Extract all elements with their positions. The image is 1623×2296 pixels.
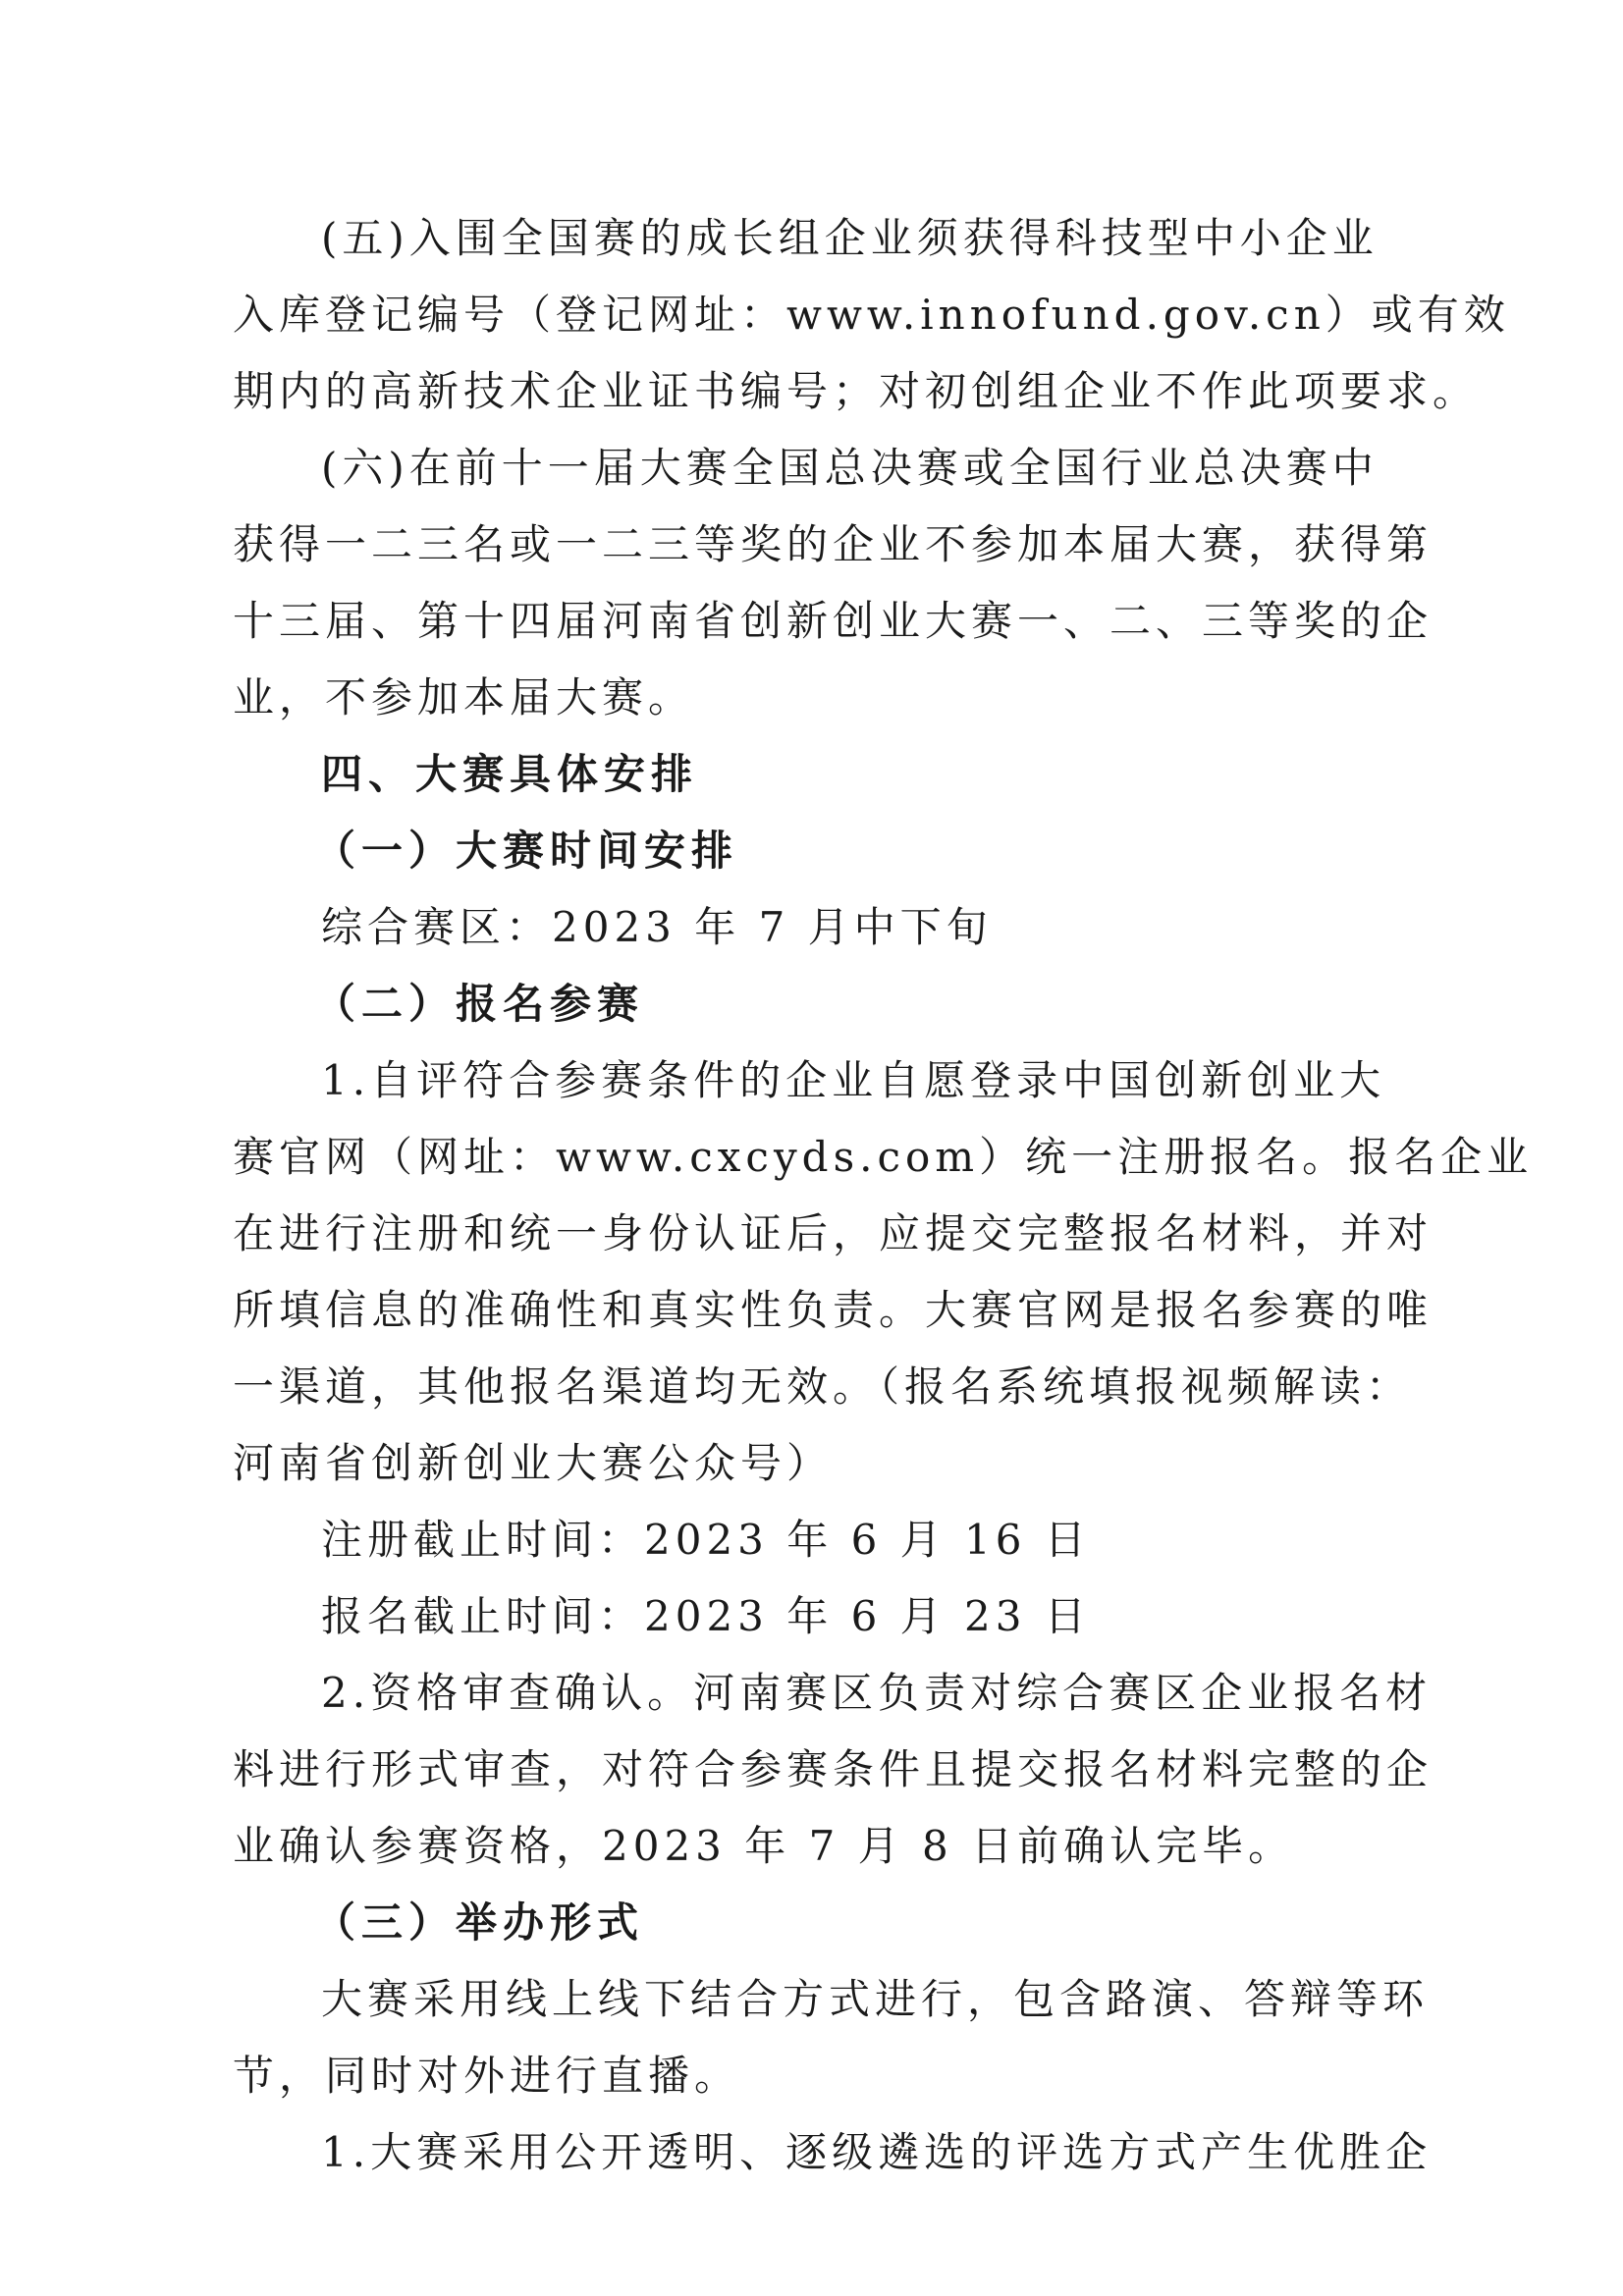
- text-line: 期内的高新技术企业证书编号；对初创组企业不作此项要求。: [233, 367, 1480, 415]
- heading-text: （三）举办形式: [314, 1898, 645, 1947]
- paragraph-line: [0, 1044, 1623, 1117]
- text-line: 业，不参加本届大赛。: [233, 673, 695, 721]
- paragraph-line: [0, 662, 1623, 734]
- text-line: 2.资格审查确认。河南赛区负责对综合赛区企业报名材: [321, 1669, 1433, 1717]
- text-line: 在进行注册和统一身份认证后，应提交完整报名材料，并对: [233, 1209, 1434, 1257]
- section-heading: [0, 738, 1623, 811]
- paragraph-line: [0, 1427, 1623, 1500]
- paragraph-line: [0, 1580, 1623, 1653]
- text-line: 赛官网（网址：www.cxcyds.com）统一注册报名。报名企业: [233, 1133, 1534, 1181]
- paragraph-line: [0, 1198, 1623, 1270]
- paragraph-line: [0, 1657, 1623, 1730]
- text-line: 入库登记编号（登记网址：www.innofund.gov.cn）或有效: [233, 291, 1510, 339]
- text-line: 1.大赛采用公开透明、逐级遴选的评选方式产生优胜企: [321, 2128, 1433, 2176]
- text-line: 大赛采用线上线下结合方式进行，包含路演、答辩等环: [321, 1975, 1430, 2023]
- text-line: 一渠道，其他报名渠道均无效。（报名系统填报视频解读：: [233, 1362, 1413, 1411]
- text-line: 料进行形式审查，对符合参赛条件且提交报名材料完整的企: [233, 1745, 1434, 1793]
- paragraph-line: [0, 202, 1623, 275]
- text-line: 获得一二三名或一二三等奖的企业不参加本届大赛，获得第: [233, 520, 1434, 568]
- paragraph-line: [0, 1274, 1623, 1347]
- paragraph-line: [0, 1810, 1623, 1883]
- text-line: 注册截止时间：2023 年 6 月 16 日: [321, 1516, 1091, 1564]
- subsection-heading: [0, 1887, 1623, 1959]
- text-line: (六)在前十一届大赛全国总决赛或全国行业总决赛中: [321, 444, 1379, 492]
- paragraph-line: [0, 1351, 1623, 1423]
- paragraph-line: [0, 1963, 1623, 2036]
- text-line: 业确认参赛资格，2023 年 7 月 8 日前确认完毕。: [233, 1822, 1295, 1870]
- paragraph-line: [0, 2040, 1623, 2112]
- text-line: 报名截止时间：2023 年 6 月 23 日: [321, 1592, 1091, 1640]
- paragraph-line: [0, 1121, 1623, 1194]
- text-line: 综合赛区：2023 年 7 月中下旬: [321, 903, 993, 951]
- text-line: 十三届、第十四届河南省创新创业大赛一、二、三等奖的企: [233, 597, 1434, 645]
- paragraph-line: [0, 891, 1623, 964]
- text-line: 河南省创新创业大赛公众号）: [233, 1439, 834, 1487]
- paragraph-line: [0, 279, 1623, 351]
- paragraph-line: [0, 432, 1623, 505]
- heading-text: 四、大赛具体安排: [321, 750, 699, 798]
- paragraph-line: [0, 1734, 1623, 1806]
- heading-text: （一）大赛时间安排: [314, 827, 739, 875]
- paragraph-line: [0, 2116, 1623, 2189]
- text-line: 1.自评符合参赛条件的企业自愿登录中国创新创业大: [321, 1056, 1386, 1104]
- paragraph-line: [0, 355, 1623, 428]
- text-line: 所填信息的准确性和真实性负责。大赛官网是报名参赛的唯: [233, 1286, 1434, 1334]
- subsection-heading: [0, 968, 1623, 1041]
- heading-text: （二）报名参赛: [314, 980, 645, 1028]
- paragraph-line: [0, 1504, 1623, 1576]
- text-line: (五)入围全国赛的成长组企业须获得科技型中小企业: [321, 214, 1379, 262]
- subsection-heading: [0, 815, 1623, 887]
- text-line: 节，同时对外进行直播。: [233, 2052, 741, 2100]
- paragraph-line: [0, 585, 1623, 658]
- paragraph-line: [0, 508, 1623, 581]
